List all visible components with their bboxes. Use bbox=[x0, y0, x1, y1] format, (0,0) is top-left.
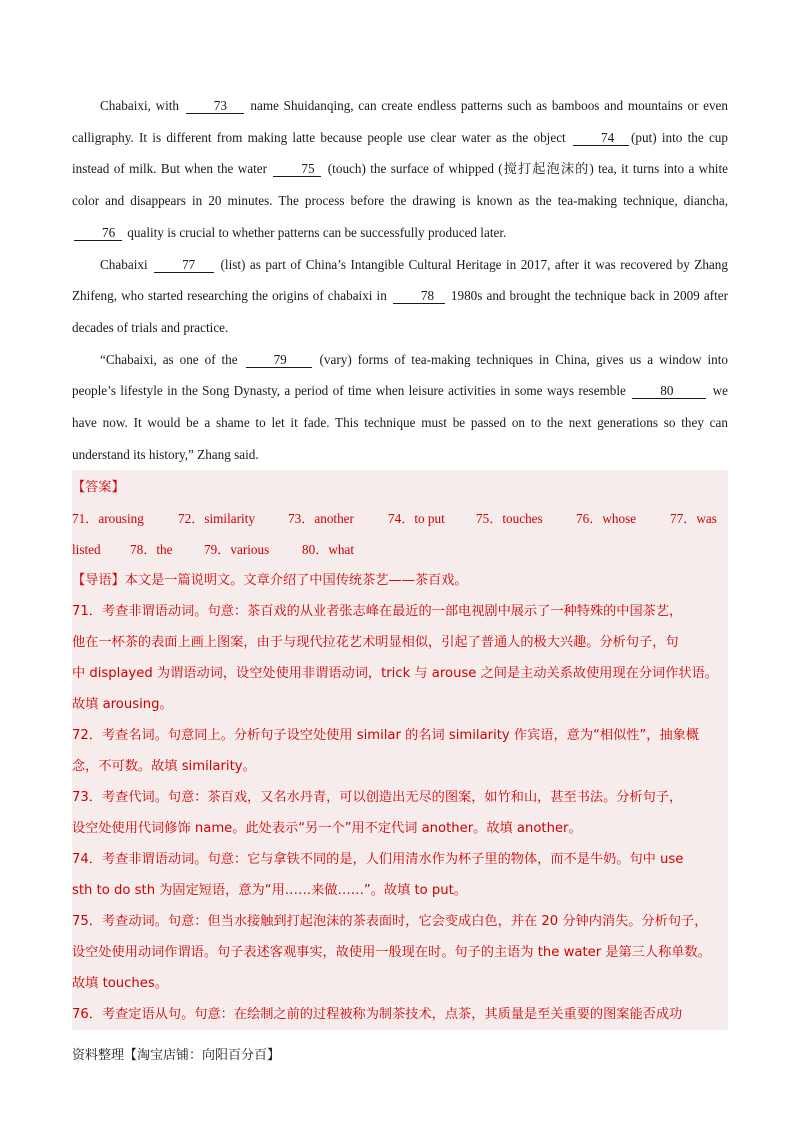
answer-row-1 bbox=[72, 503, 728, 534]
blank-79: 79 bbox=[246, 352, 312, 368]
explanation-line: 设空处使用动词作谓语。句子表述客观事实，故使用一般现在时。句子的主语为 the water 是第三人称单数。 bbox=[72, 945, 711, 961]
text: (vary) forms of tea-making techniques in China, gives us a window into people’s lifestyle in the Song Dynasty, a period of time when leisure activities in some ways resemble bbox=[72, 351, 728, 399]
explanation-line: 念，不可数。故填 similarity。 bbox=[72, 759, 256, 775]
answer-item: 73．another bbox=[288, 511, 354, 527]
explanation-line: 中 displayed 为谓语动词，设空处使用非谓语动词，trick 与 arouse 之间是主动关系故使用现在分词作状语。 bbox=[72, 666, 718, 682]
answer-item: 72．similarity bbox=[178, 511, 255, 527]
text: (touch) the surface of whipped (搅打起泡沫的) tea, it turns into a white color and disappears in 20 minutes. The process before the drawing is known as the tea-making technique, diancha, bbox=[72, 161, 728, 209]
paragraph-3 bbox=[72, 344, 728, 471]
answer-item: 74．to put bbox=[388, 511, 445, 527]
answer-item: 71．arousing bbox=[72, 511, 144, 527]
answer-item: 77．was bbox=[670, 511, 717, 527]
explanation-line: 75．考查动词。句意：但当水接触到打起泡沫的茶表面时，它会变成白色，并在 20 分钟内消失。分析句子， bbox=[72, 914, 708, 930]
paragraph-2 bbox=[72, 249, 728, 344]
passage bbox=[72, 90, 728, 470]
page-content bbox=[72, 90, 728, 1030]
blank-73: 73 bbox=[186, 98, 244, 114]
blank-75: 75 bbox=[273, 161, 321, 177]
explanation-line: 72．考查名词。句意同上。分析句子设空处使用 similar 的名词 similarity 作宾语，意为“相似性”，抽象概 bbox=[72, 728, 700, 744]
explanation-line: 故填 arousing。 bbox=[72, 697, 173, 713]
blank-78: 78 bbox=[393, 288, 445, 304]
text: we have now. It would be a shame to let it fade. This technique must be passed on to the next generations so they can understand its history,” Zhang said. bbox=[72, 383, 728, 462]
answer-heading: 【答案】 bbox=[72, 480, 125, 496]
answer-item: 78．the bbox=[130, 542, 173, 558]
blank-77: 77 bbox=[154, 257, 214, 273]
text: name Shuidanqing, can create endless patterns such as bamboos and mountains or even calligraphy. It is different from making latte because people use clear water as the object bbox=[72, 98, 728, 145]
text: Chabaixi, with bbox=[100, 98, 184, 113]
text: “Chabaixi, as one of the bbox=[100, 351, 244, 367]
text: (put) into the cup instead of milk. But when the water bbox=[72, 129, 728, 177]
explanation-line: 他在一杯茶的表面上画上图案，由于与现代拉花艺术明显相似，引起了普通人的极大兴趣。分析句子，句 bbox=[72, 635, 679, 651]
text: quality is crucial to whether patterns can be successfully produced later. bbox=[124, 224, 507, 240]
blank-74: 74 bbox=[573, 130, 629, 146]
explanation-line: 76．考查定语从句。句意：在绘制之前的过程被称为制茶技术，点茶，其质量是至关重要的图案能否成功 bbox=[72, 1007, 683, 1023]
answer-row-2 bbox=[72, 534, 728, 565]
answer-item: 79．various bbox=[204, 542, 270, 558]
explanation-line: 74．考查非谓语动词。句意：它与拿铁不同的是，人们用清水作为杯子里的物体，而不是牛奶。句中 use bbox=[72, 852, 684, 868]
page-footer: 资料整理【淘宝店铺：向阳百分百】 bbox=[72, 1048, 281, 1063]
answer-item: 76．whose bbox=[576, 511, 637, 527]
answer-item: listed bbox=[72, 542, 101, 558]
answer-item: 80．what bbox=[302, 542, 355, 558]
guide-text: 【导语】本文是一篇说明文。文章介绍了中国传统茶艺——茶百戏。 bbox=[72, 573, 468, 589]
text: (list) as part of China’s Intangible Cultural Heritage in 2017, after it was recovered by Zhang Zhifeng, who started researching the origins of chabaixi in bbox=[72, 256, 728, 304]
paragraph-1 bbox=[72, 90, 728, 249]
explanation-line: sth to do sth 为固定短语，意为“用……来做……”。故填 to put。 bbox=[72, 883, 467, 899]
answer-section bbox=[72, 470, 728, 1030]
blank-80: 80 bbox=[632, 383, 706, 399]
explanation-line: 故填 touches。 bbox=[72, 976, 168, 992]
blank-76: 76 bbox=[74, 225, 122, 241]
explanation-line: 设空处使用代词修饰 name。此处表示“另一个”用不定代词 another。故填 another。 bbox=[72, 821, 582, 837]
explanation-line: 71．考查非谓语动词。句意：茶百戏的从业者张志峰在最近的一部电视剧中展示了一种特殊的中国茶艺， bbox=[72, 604, 683, 620]
text: 1980s and brought the technique back in 2009 after decades of trials and practice. bbox=[72, 288, 728, 335]
text: Chabaixi bbox=[100, 256, 153, 272]
answer-item: 75．touches bbox=[476, 511, 543, 527]
explanation-line: 73．考查代词。句意：茶百戏，又名水丹青，可以创造出无尽的图案，如竹和山，甚至书法。分析句子， bbox=[72, 790, 683, 806]
